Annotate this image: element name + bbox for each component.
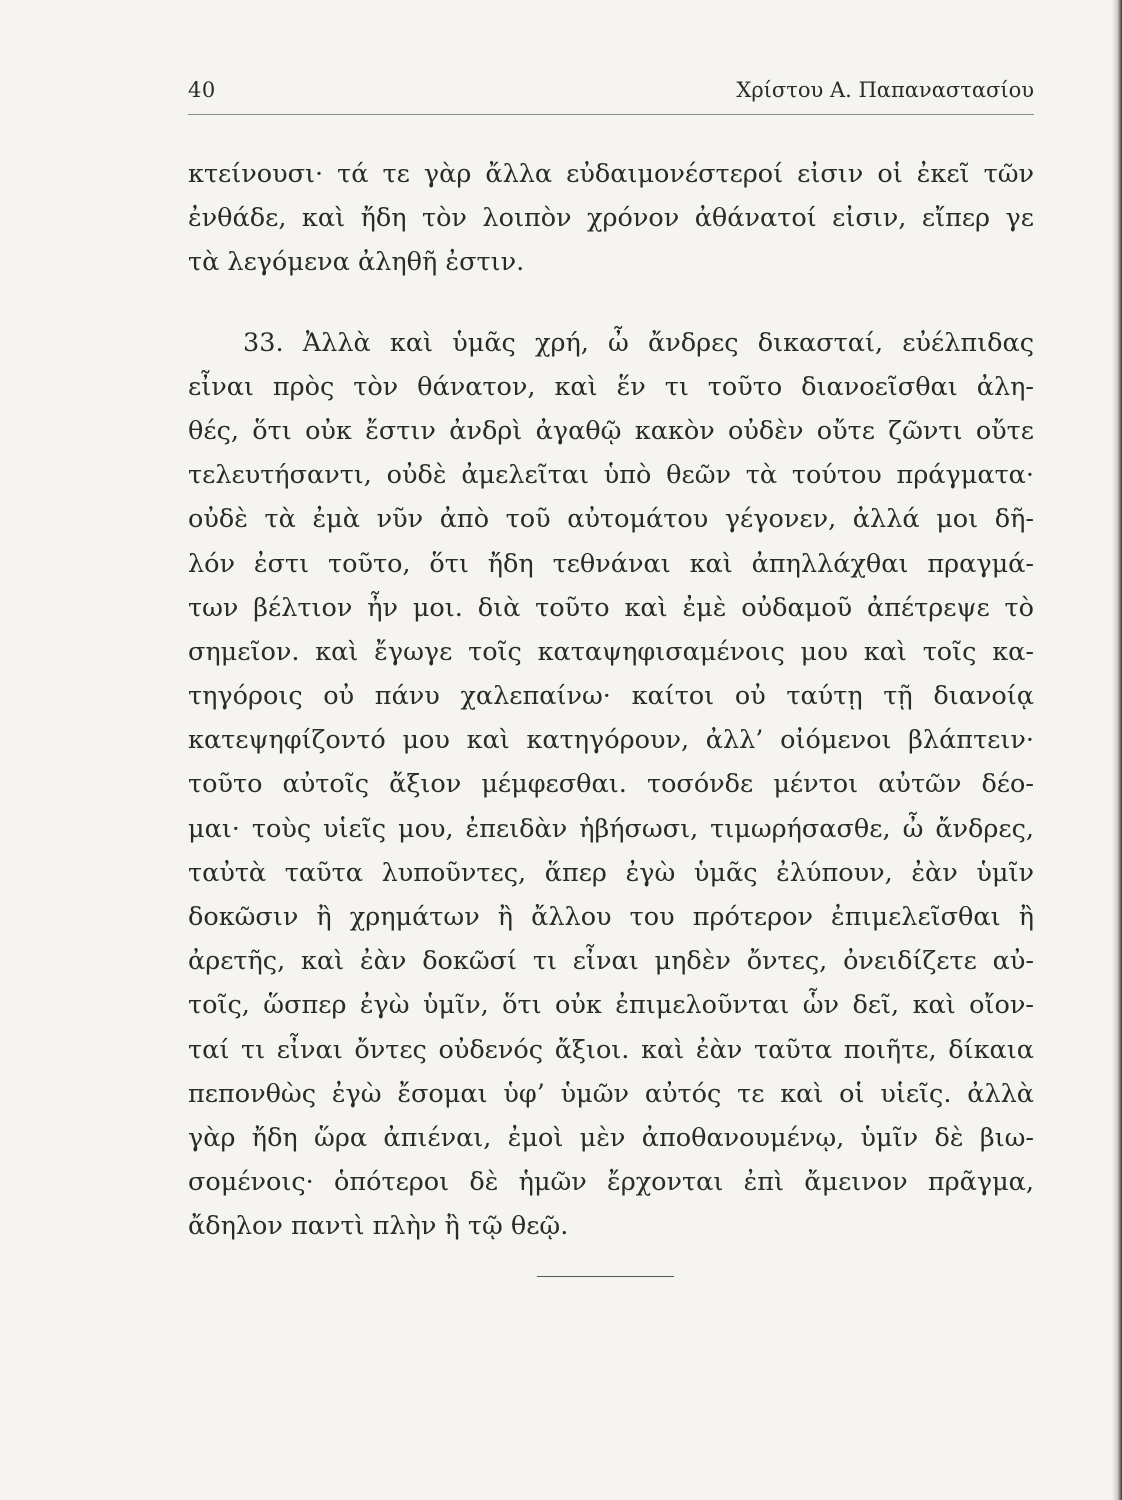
text-line: δοκῶσιν ἢ χρημάτων ἢ ἄλλου του πρότερον ἐπιμελεῖσθαι ἢ [188,902,1034,932]
page-number: 40 [188,78,216,102]
text-line: λόν ἐστι τοῦτο, ὅτι ἤδη τεθνάναι καὶ ἀπηλλάχθαι πραγμά- [188,548,1034,579]
text-line: ἐνθάδε, καὶ ἤδη τὸν λοιπὸν χρόνον ἀθάνατοί εἰσιν, εἴπερ γε [188,203,1034,234]
text-line: τοῖς, ὥσπερ ἐγὼ ὑμῖν, ὅτι οὐκ ἐπιμελοῦνται ὧν δεῖ, καὶ οἴον- [188,990,1034,1021]
text-line: τοῦτο αὐτοῖς ἄξιον μέμφεσθαι. τοσόνδε μέντοι αὐτῶν δέο- [188,769,1034,800]
text-line: γὰρ ἤδη ὥρα ἀπιέναι, ἐμοὶ μὲν ἀποθανουμένῳ, ὑμῖν δὲ βιω- [188,1122,1034,1153]
text-line: κατεψηφίζοντό μου καὶ κατηγόρουν, ἀλλ’ οἰόμενοι βλάπτειν· [188,725,1034,756]
text-line: οὐδὲ τὰ ἐμὰ νῦν ἀπὸ τοῦ αὐτομάτου γέγονεν, ἀλλά μοι δῆ- [188,504,1034,535]
text-line: πεπονθὼς ἐγὼ ἔσομαι ὑφ’ ὑμῶν αὐτός τε καὶ οἱ υἱεῖς. ἀλλὰ [188,1078,1034,1109]
body-text [188,152,1034,1249]
paragraph-gap [188,285,1034,321]
text-line: των βέλτιον ἦν μοι. διὰ τοῦτο καὶ ἐμὲ οὐδαμοῦ ἀπέτρεψε τὸ [188,592,1034,623]
text-line: εἶναι πρὸς τὸν θάνατον, καὶ ἕν τι τοῦτο διανοεῖσθαι ἀλη- [188,371,1034,402]
text-line: ταί τι εἶναι ὄντες οὐδενός ἄξιοι. καὶ ἐὰν ταῦτα ποιῆτε, δίκαια [188,1034,1034,1065]
running-header [188,74,1034,115]
text-line: τηγόροις οὐ πάνυ χαλεπαίνω· καίτοι οὐ ταύτῃ τῇ διανοίᾳ [188,681,1034,712]
text-line: 33. Ἀλλὰ καὶ ὑμᾶς χρή, ὦ ἄνδρες δικασταί, εὐέλπιδας [243,327,1034,358]
text-line: τελευτήσαντι, οὐδὲ ἀμελεῖται ὑπὸ θεῶν τὰ τούτου πράγματα· [188,460,1034,491]
text-line: σημεῖον. καὶ ἔγωγε τοῖς καταψηφισαμένοις μου καὶ τοῖς κα- [188,636,1034,667]
running-title: Χρίστου Α. Παπαναστασίου [736,78,1034,102]
text-line: θές, ὅτι οὐκ ἔστιν ἀνδρὶ ἀγαθῷ κακὸν οὐδὲν οὔτε ζῶντι οὔτε [188,415,1034,446]
text-line: μαι· τοὺς υἱεῖς μου, ἐπειδὰν ἡβήσωσι, τιμωρήσασθε, ὦ ἄνδρες, [188,813,1034,844]
text-line: ἄδηλον παντὶ πλὴν ἢ τῷ θεῷ. [188,1211,569,1242]
text-line: ταὐτὰ ταῦτα λυποῦντες, ἅπερ ἐγὼ ὑμᾶς ἐλύπουν, ἐὰν ὑμῖν [188,857,1034,888]
section-end-rule [537,1276,674,1277]
paragraph-2 [188,321,1034,1249]
paragraph-1 [188,152,1034,285]
text-line: τὰ λεγόμενα ἀληθῆ ἐστιν. [188,247,525,278]
text-line: σομένοις· ὁπότεροι δὲ ἡμῶν ἔρχονται ἐπὶ ἄμεινον πρᾶγμα, [188,1167,1034,1198]
text-line: ἀρετῆς, καὶ ἐὰν δοκῶσί τι εἶναι μηδὲν ὄντες, ὀνειδίζετε αὐ- [188,946,1034,977]
text-line: κτείνουσι· τά τε γὰρ ἄλλα εὐδαιμονέστεροί εἰσιν οἱ ἐκεῖ τῶν [188,159,1034,189]
page-edge-shadow [1112,0,1122,1500]
